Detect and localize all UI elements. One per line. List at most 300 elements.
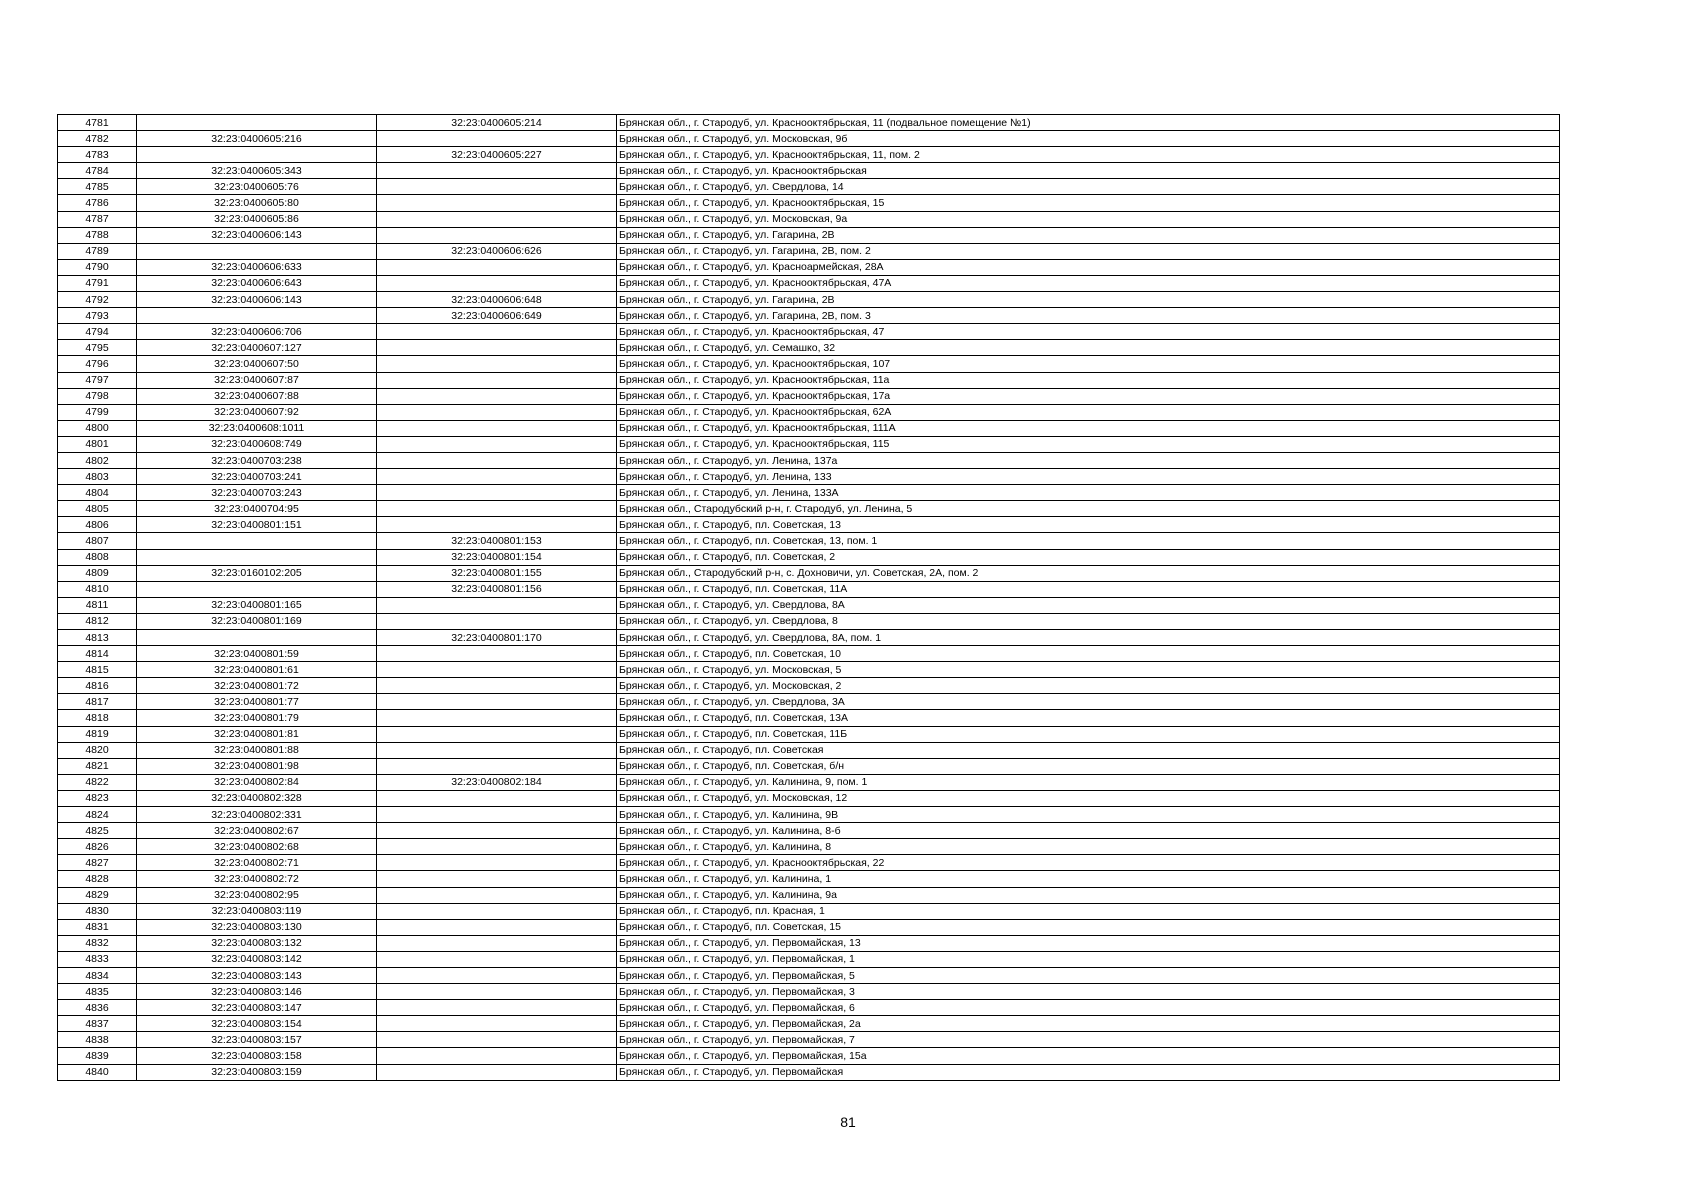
cadastral-number-cell: 32:23:0400803:130 bbox=[137, 919, 377, 935]
cadastral-number-cell: 32:23:0400801:81 bbox=[137, 726, 377, 742]
table-row bbox=[58, 984, 1560, 1000]
table-row bbox=[58, 356, 1560, 372]
address-cell: Брянская обл., г. Стародуб, пл. Советская bbox=[617, 742, 1560, 758]
cadastral-number-cell: 32:23:0400802:72 bbox=[137, 871, 377, 887]
table-row bbox=[58, 823, 1560, 839]
related-cadastral-number-cell bbox=[377, 839, 617, 855]
row-number-cell: 4802 bbox=[58, 452, 137, 468]
address-cell: Брянская обл., г. Стародуб, пл. Советская, 2 bbox=[617, 549, 1560, 565]
related-cadastral-number-cell: 32:23:0400605:227 bbox=[377, 147, 617, 163]
row-number-cell: 4801 bbox=[58, 436, 137, 452]
address-cell: Брянская обл., г. Стародуб, ул. Калинина, 9В bbox=[617, 807, 1560, 823]
cadastral-number-cell: 32:23:0400607:127 bbox=[137, 340, 377, 356]
cadastral-number-cell: 32:23:0400803:146 bbox=[137, 984, 377, 1000]
table-row bbox=[58, 807, 1560, 823]
cadastral-number-cell: 32:23:0400803:132 bbox=[137, 935, 377, 951]
row-number-cell: 4806 bbox=[58, 517, 137, 533]
table-row bbox=[58, 275, 1560, 291]
cadastral-number-cell: 32:23:0400802:328 bbox=[137, 790, 377, 806]
table-row bbox=[58, 662, 1560, 678]
related-cadastral-number-cell bbox=[377, 275, 617, 291]
related-cadastral-number-cell bbox=[377, 388, 617, 404]
cadastral-number-cell: 32:23:0400801:151 bbox=[137, 517, 377, 533]
related-cadastral-number-cell bbox=[377, 646, 617, 662]
row-number-cell: 4822 bbox=[58, 774, 137, 790]
table-row bbox=[58, 179, 1560, 195]
table-row bbox=[58, 630, 1560, 646]
cadastral-number-cell: 32:23:0400606:633 bbox=[137, 259, 377, 275]
related-cadastral-number-cell bbox=[377, 211, 617, 227]
row-number-cell: 4829 bbox=[58, 887, 137, 903]
table-row bbox=[58, 501, 1560, 517]
address-cell: Брянская обл., г. Стародуб, пл. Советская, 10 bbox=[617, 646, 1560, 662]
row-number-cell: 4815 bbox=[58, 662, 137, 678]
row-number-cell: 4838 bbox=[58, 1032, 137, 1048]
cadastral-number-cell: 32:23:0400801:61 bbox=[137, 662, 377, 678]
row-number-cell: 4833 bbox=[58, 951, 137, 967]
row-number-cell: 4821 bbox=[58, 758, 137, 774]
related-cadastral-number-cell bbox=[377, 179, 617, 195]
table-row bbox=[58, 597, 1560, 613]
table-row bbox=[58, 839, 1560, 855]
related-cadastral-number-cell bbox=[377, 678, 617, 694]
address-cell: Брянская обл., г. Стародуб, ул. Ленина, 133 bbox=[617, 469, 1560, 485]
cadastral-number-cell: 32:23:0400802:84 bbox=[137, 774, 377, 790]
table-row bbox=[58, 919, 1560, 935]
address-cell: Брянская обл., г. Стародуб, ул. Московская, 9а bbox=[617, 211, 1560, 227]
related-cadastral-number-cell bbox=[377, 807, 617, 823]
address-cell: Брянская обл., г. Стародуб, ул. Калинина, 9а bbox=[617, 887, 1560, 903]
cadastral-number-cell bbox=[137, 533, 377, 549]
row-number-cell: 4824 bbox=[58, 807, 137, 823]
table-row bbox=[58, 469, 1560, 485]
registry-table-body bbox=[58, 115, 1560, 1081]
cadastral-number-cell bbox=[137, 308, 377, 324]
row-number-cell: 4804 bbox=[58, 485, 137, 501]
address-cell: Брянская обл., г. Стародуб, ул. Свердлова, 8А, пом. 1 bbox=[617, 630, 1560, 646]
address-cell: Брянская обл., г. Стародуб, ул. Краснооктябрьская, 15 bbox=[617, 195, 1560, 211]
address-cell: Брянская обл., г. Стародуб, ул. Калинина, 8-б bbox=[617, 823, 1560, 839]
table-row bbox=[58, 372, 1560, 388]
table-row bbox=[58, 742, 1560, 758]
cadastral-number-cell: 32:23:0160102:205 bbox=[137, 565, 377, 581]
cadastral-number-cell: 32:23:0400801:88 bbox=[137, 742, 377, 758]
related-cadastral-number-cell bbox=[377, 372, 617, 388]
table-row bbox=[58, 1000, 1560, 1016]
row-number-cell: 4828 bbox=[58, 871, 137, 887]
address-cell: Брянская обл., г. Стародуб, ул. Краснооктябрьская, 22 bbox=[617, 855, 1560, 871]
cadastral-number-cell bbox=[137, 549, 377, 565]
row-number-cell: 4830 bbox=[58, 903, 137, 919]
address-cell: Брянская обл., г. Стародуб, пл. Советская, 15 bbox=[617, 919, 1560, 935]
table-row bbox=[58, 243, 1560, 259]
related-cadastral-number-cell bbox=[377, 485, 617, 501]
address-cell: Брянская обл., г. Стародуб, ул. Московская, 2 bbox=[617, 678, 1560, 694]
related-cadastral-number-cell bbox=[377, 919, 617, 935]
address-cell: Брянская обл., г. Стародуб, ул. Свердлова, 3А bbox=[617, 694, 1560, 710]
cadastral-number-cell: 32:23:0400803:158 bbox=[137, 1048, 377, 1064]
address-cell: Брянская обл., г. Стародуб, ул. Первомайская, 15а bbox=[617, 1048, 1560, 1064]
cadastral-number-cell: 32:23:0400606:143 bbox=[137, 227, 377, 243]
address-cell: Брянская обл., г. Стародуб, ул. Краснооктябрьская, 111А bbox=[617, 420, 1560, 436]
related-cadastral-number-cell bbox=[377, 517, 617, 533]
row-number-cell: 4794 bbox=[58, 324, 137, 340]
address-cell: Брянская обл., г. Стародуб, ул. Свердлова, 14 bbox=[617, 179, 1560, 195]
related-cadastral-number-cell bbox=[377, 823, 617, 839]
table-row bbox=[58, 533, 1560, 549]
table-row bbox=[58, 790, 1560, 806]
table-row bbox=[58, 163, 1560, 179]
related-cadastral-number-cell: 32:23:0400801:170 bbox=[377, 630, 617, 646]
related-cadastral-number-cell bbox=[377, 436, 617, 452]
related-cadastral-number-cell bbox=[377, 227, 617, 243]
address-cell: Брянская обл., г. Стародуб, ул. Краснооктябрьская, 107 bbox=[617, 356, 1560, 372]
related-cadastral-number-cell bbox=[377, 1064, 617, 1080]
related-cadastral-number-cell bbox=[377, 420, 617, 436]
table-row bbox=[58, 436, 1560, 452]
row-number-cell: 4813 bbox=[58, 630, 137, 646]
related-cadastral-number-cell bbox=[377, 259, 617, 275]
row-number-cell: 4800 bbox=[58, 420, 137, 436]
cadastral-number-cell: 32:23:0400606:643 bbox=[137, 275, 377, 291]
cadastral-number-cell: 32:23:0400605:80 bbox=[137, 195, 377, 211]
table-row bbox=[58, 1032, 1560, 1048]
cadastral-number-cell: 32:23:0400803:147 bbox=[137, 1000, 377, 1016]
address-cell: Брянская обл., г. Стародуб, ул. Свердлова, 8 bbox=[617, 613, 1560, 629]
address-cell: Брянская обл., г. Стародуб, ул. Первомайская, 3 bbox=[617, 984, 1560, 1000]
address-cell: Брянская обл., г. Стародуб, ул. Краснооктябрьская bbox=[617, 163, 1560, 179]
cadastral-number-cell: 32:23:0400803:159 bbox=[137, 1064, 377, 1080]
table-row bbox=[58, 613, 1560, 629]
table-row bbox=[58, 549, 1560, 565]
row-number-cell: 4790 bbox=[58, 259, 137, 275]
row-number-cell: 4791 bbox=[58, 275, 137, 291]
related-cadastral-number-cell: 32:23:0400802:184 bbox=[377, 774, 617, 790]
related-cadastral-number-cell: 32:23:0400801:156 bbox=[377, 581, 617, 597]
cadastral-number-cell: 32:23:0400608:1011 bbox=[137, 420, 377, 436]
cadastral-number-cell bbox=[137, 581, 377, 597]
address-cell: Брянская обл., г. Стародуб, ул. Семашко, 32 bbox=[617, 340, 1560, 356]
table-row bbox=[58, 115, 1560, 131]
table-row bbox=[58, 903, 1560, 919]
row-number-cell: 4782 bbox=[58, 131, 137, 147]
row-number-cell: 4814 bbox=[58, 646, 137, 662]
row-number-cell: 4817 bbox=[58, 694, 137, 710]
row-number-cell: 4796 bbox=[58, 356, 137, 372]
address-cell: Брянская обл., г. Стародуб, ул. Московская, 9б bbox=[617, 131, 1560, 147]
row-number-cell: 4807 bbox=[58, 533, 137, 549]
related-cadastral-number-cell bbox=[377, 1000, 617, 1016]
row-number-cell: 4789 bbox=[58, 243, 137, 259]
cadastral-number-cell: 32:23:0400605:86 bbox=[137, 211, 377, 227]
related-cadastral-number-cell bbox=[377, 597, 617, 613]
address-cell: Брянская обл., г. Стародуб, ул. Краснооктябрьская, 11 (подвальное помещение №1) bbox=[617, 115, 1560, 131]
related-cadastral-number-cell bbox=[377, 163, 617, 179]
row-number-cell: 4788 bbox=[58, 227, 137, 243]
row-number-cell: 4793 bbox=[58, 308, 137, 324]
related-cadastral-number-cell: 32:23:0400801:153 bbox=[377, 533, 617, 549]
table-row bbox=[58, 195, 1560, 211]
related-cadastral-number-cell bbox=[377, 324, 617, 340]
table-row bbox=[58, 565, 1560, 581]
cadastral-number-cell: 32:23:0400803:157 bbox=[137, 1032, 377, 1048]
table-row bbox=[58, 324, 1560, 340]
address-cell: Брянская обл., г. Стародуб, ул. Краснооктябрьская, 11а bbox=[617, 372, 1560, 388]
address-cell: Брянская обл., г. Стародуб, ул. Гагарина, 2В bbox=[617, 227, 1560, 243]
related-cadastral-number-cell bbox=[377, 967, 617, 983]
table-row bbox=[58, 758, 1560, 774]
row-number-cell: 4786 bbox=[58, 195, 137, 211]
table-row bbox=[58, 774, 1560, 790]
row-number-cell: 4836 bbox=[58, 1000, 137, 1016]
cadastral-number-cell: 32:23:0400605:343 bbox=[137, 163, 377, 179]
table-row bbox=[58, 694, 1560, 710]
related-cadastral-number-cell: 32:23:0400606:649 bbox=[377, 308, 617, 324]
cadastral-number-cell bbox=[137, 630, 377, 646]
row-number-cell: 4787 bbox=[58, 211, 137, 227]
address-cell: Брянская обл., г. Стародуб, ул. Первомайская, 1 bbox=[617, 951, 1560, 967]
related-cadastral-number-cell bbox=[377, 758, 617, 774]
related-cadastral-number-cell bbox=[377, 501, 617, 517]
address-cell: Брянская обл., г. Стародуб, ул. Краснооктябрьская, 11, пом. 2 bbox=[617, 147, 1560, 163]
table-row bbox=[58, 404, 1560, 420]
cadastral-number-cell: 32:23:0400803:142 bbox=[137, 951, 377, 967]
table-row bbox=[58, 871, 1560, 887]
row-number-cell: 4832 bbox=[58, 935, 137, 951]
row-number-cell: 4820 bbox=[58, 742, 137, 758]
row-number-cell: 4827 bbox=[58, 855, 137, 871]
address-cell: Брянская обл., г. Стародуб, ул. Гагарина, 2В bbox=[617, 292, 1560, 308]
related-cadastral-number-cell bbox=[377, 935, 617, 951]
address-cell: Брянская обл., г. Стародуб, ул. Первомайская bbox=[617, 1064, 1560, 1080]
row-number-cell: 4799 bbox=[58, 404, 137, 420]
cadastral-number-cell: 32:23:0400802:331 bbox=[137, 807, 377, 823]
related-cadastral-number-cell: 32:23:0400801:154 bbox=[377, 549, 617, 565]
related-cadastral-number-cell bbox=[377, 710, 617, 726]
related-cadastral-number-cell bbox=[377, 662, 617, 678]
table-row bbox=[58, 581, 1560, 597]
table-row bbox=[58, 452, 1560, 468]
related-cadastral-number-cell bbox=[377, 951, 617, 967]
address-cell: Брянская обл., г. Стародуб, ул. Калинина, 9, пом. 1 bbox=[617, 774, 1560, 790]
related-cadastral-number-cell bbox=[377, 469, 617, 485]
address-cell: Брянская обл., г. Стародуб, ул. Ленина, 133А bbox=[617, 485, 1560, 501]
cadastral-number-cell: 32:23:0400608:749 bbox=[137, 436, 377, 452]
table-row bbox=[58, 211, 1560, 227]
address-cell: Брянская обл., г. Стародуб, ул. Гагарина, 2В, пом. 2 bbox=[617, 243, 1560, 259]
table-row bbox=[58, 646, 1560, 662]
table-row bbox=[58, 517, 1560, 533]
row-number-cell: 4818 bbox=[58, 710, 137, 726]
address-cell: Брянская обл., г. Стародуб, пл. Советская, б/н bbox=[617, 758, 1560, 774]
address-cell: Брянская обл., г. Стародуб, ул. Первомайская, 2а bbox=[617, 1016, 1560, 1032]
table-row bbox=[58, 292, 1560, 308]
row-number-cell: 4816 bbox=[58, 678, 137, 694]
address-cell: Брянская обл., г. Стародуб, ул. Калинина, 1 bbox=[617, 871, 1560, 887]
related-cadastral-number-cell bbox=[377, 613, 617, 629]
related-cadastral-number-cell: 32:23:0400801:155 bbox=[377, 565, 617, 581]
row-number-cell: 4825 bbox=[58, 823, 137, 839]
address-cell: Брянская обл., г. Стародуб, ул. Первомайская, 5 bbox=[617, 967, 1560, 983]
address-cell: Брянская обл., г. Стародуб, ул. Свердлова, 8А bbox=[617, 597, 1560, 613]
related-cadastral-number-cell bbox=[377, 1016, 617, 1032]
related-cadastral-number-cell bbox=[377, 131, 617, 147]
cadastral-number-cell: 32:23:0400801:79 bbox=[137, 710, 377, 726]
cadastral-number-cell: 32:23:0400606:143 bbox=[137, 292, 377, 308]
address-cell: Брянская обл., г. Стародуб, ул. Красноармейская, 28А bbox=[617, 259, 1560, 275]
related-cadastral-number-cell bbox=[377, 726, 617, 742]
cadastral-number-cell: 32:23:0400607:50 bbox=[137, 356, 377, 372]
related-cadastral-number-cell bbox=[377, 871, 617, 887]
row-number-cell: 4808 bbox=[58, 549, 137, 565]
address-cell: Брянская обл., г. Стародуб, ул. Гагарина, 2В, пом. 3 bbox=[617, 308, 1560, 324]
address-cell: Брянская обл., г. Стародуб, ул. Московская, 5 bbox=[617, 662, 1560, 678]
address-cell: Брянская обл., г. Стародуб, ул. Краснооктябрьская, 17а bbox=[617, 388, 1560, 404]
cadastral-number-cell: 32:23:0400607:92 bbox=[137, 404, 377, 420]
row-number-cell: 4837 bbox=[58, 1016, 137, 1032]
row-number-cell: 4792 bbox=[58, 292, 137, 308]
row-number-cell: 4834 bbox=[58, 967, 137, 983]
row-number-cell: 4831 bbox=[58, 919, 137, 935]
row-number-cell: 4798 bbox=[58, 388, 137, 404]
address-cell: Брянская обл., г. Стародуб, ул. Краснооктябрьская, 47А bbox=[617, 275, 1560, 291]
table-row bbox=[58, 726, 1560, 742]
cadastral-number-cell bbox=[137, 147, 377, 163]
address-cell: Брянская обл., г. Стародуб, ул. Первомайская, 6 bbox=[617, 1000, 1560, 1016]
address-cell: Брянская обл., г. Стародуб, ул. Краснооктябрьская, 62А bbox=[617, 404, 1560, 420]
cadastral-number-cell: 32:23:0400703:241 bbox=[137, 469, 377, 485]
related-cadastral-number-cell: 32:23:0400606:648 bbox=[377, 292, 617, 308]
address-cell: Брянская обл., г. Стародуб, пл. Советская, 13, пом. 1 bbox=[617, 533, 1560, 549]
related-cadastral-number-cell bbox=[377, 984, 617, 1000]
row-number-cell: 4803 bbox=[58, 469, 137, 485]
address-cell: Брянская обл., г. Стародуб, ул. Первомайская, 13 bbox=[617, 935, 1560, 951]
cadastral-number-cell: 32:23:0400606:706 bbox=[137, 324, 377, 340]
row-number-cell: 4835 bbox=[58, 984, 137, 1000]
cadastral-number-cell: 32:23:0400801:72 bbox=[137, 678, 377, 694]
related-cadastral-number-cell bbox=[377, 452, 617, 468]
cadastral-number-cell: 32:23:0400802:68 bbox=[137, 839, 377, 855]
cadastral-number-cell: 32:23:0400803:143 bbox=[137, 967, 377, 983]
row-number-cell: 4781 bbox=[58, 115, 137, 131]
related-cadastral-number-cell bbox=[377, 195, 617, 211]
cadastral-number-cell: 32:23:0400605:216 bbox=[137, 131, 377, 147]
related-cadastral-number-cell bbox=[377, 404, 617, 420]
table-row bbox=[58, 678, 1560, 694]
page-number: 81 bbox=[840, 1114, 856, 1130]
table-row bbox=[58, 887, 1560, 903]
cadastral-number-cell: 32:23:0400703:238 bbox=[137, 452, 377, 468]
address-cell: Брянская обл., г. Стародуб, пл. Советская, 11Б bbox=[617, 726, 1560, 742]
related-cadastral-number-cell bbox=[377, 887, 617, 903]
row-number-cell: 4797 bbox=[58, 372, 137, 388]
related-cadastral-number-cell bbox=[377, 1048, 617, 1064]
cadastral-number-cell: 32:23:0400802:67 bbox=[137, 823, 377, 839]
cadastral-number-cell bbox=[137, 115, 377, 131]
row-number-cell: 4812 bbox=[58, 613, 137, 629]
table-row bbox=[58, 935, 1560, 951]
row-number-cell: 4839 bbox=[58, 1048, 137, 1064]
table-row bbox=[58, 308, 1560, 324]
address-cell: Брянская обл., г. Стародуб, ул. Первомайская, 7 bbox=[617, 1032, 1560, 1048]
address-cell: Брянская обл., г. Стародуб, пл. Советская, 11А bbox=[617, 581, 1560, 597]
table-row bbox=[58, 340, 1560, 356]
row-number-cell: 4805 bbox=[58, 501, 137, 517]
cadastral-number-cell: 32:23:0400801:59 bbox=[137, 646, 377, 662]
row-number-cell: 4811 bbox=[58, 597, 137, 613]
table-row bbox=[58, 710, 1560, 726]
table-row bbox=[58, 1048, 1560, 1064]
address-cell: Брянская обл., г. Стародуб, ул. Калинина, 8 bbox=[617, 839, 1560, 855]
row-number-cell: 4819 bbox=[58, 726, 137, 742]
property-registry-table bbox=[57, 114, 1560, 1081]
row-number-cell: 4795 bbox=[58, 340, 137, 356]
cadastral-number-cell bbox=[137, 243, 377, 259]
cadastral-number-cell: 32:23:0400607:88 bbox=[137, 388, 377, 404]
table-row bbox=[58, 259, 1560, 275]
cadastral-number-cell: 32:23:0400801:77 bbox=[137, 694, 377, 710]
table-row bbox=[58, 147, 1560, 163]
table-row bbox=[58, 1016, 1560, 1032]
address-cell: Брянская обл., Стародубский р-н, с. Дохновичи, ул. Советская, 2А, пом. 2 bbox=[617, 565, 1560, 581]
related-cadastral-number-cell bbox=[377, 1032, 617, 1048]
cadastral-number-cell: 32:23:0400803:119 bbox=[137, 903, 377, 919]
row-number-cell: 4823 bbox=[58, 790, 137, 806]
row-number-cell: 4826 bbox=[58, 839, 137, 855]
address-cell: Брянская обл., г. Стародуб, ул. Краснооктябрьская, 115 bbox=[617, 436, 1560, 452]
cadastral-number-cell: 32:23:0400801:165 bbox=[137, 597, 377, 613]
cadastral-number-cell: 32:23:0400801:169 bbox=[137, 613, 377, 629]
row-number-cell: 4785 bbox=[58, 179, 137, 195]
table-row bbox=[58, 420, 1560, 436]
address-cell: Брянская обл., г. Стародуб, пл. Советская, 13 bbox=[617, 517, 1560, 533]
related-cadastral-number-cell bbox=[377, 790, 617, 806]
related-cadastral-number-cell bbox=[377, 694, 617, 710]
row-number-cell: 4783 bbox=[58, 147, 137, 163]
table-row bbox=[58, 855, 1560, 871]
row-number-cell: 4840 bbox=[58, 1064, 137, 1080]
row-number-cell: 4784 bbox=[58, 163, 137, 179]
cadastral-number-cell: 32:23:0400801:98 bbox=[137, 758, 377, 774]
address-cell: Брянская обл., г. Стародуб, ул. Ленина, 137а bbox=[617, 452, 1560, 468]
table-row bbox=[58, 1064, 1560, 1080]
cadastral-number-cell: 32:23:0400607:87 bbox=[137, 372, 377, 388]
related-cadastral-number-cell: 32:23:0400605:214 bbox=[377, 115, 617, 131]
table-row bbox=[58, 951, 1560, 967]
related-cadastral-number-cell bbox=[377, 742, 617, 758]
table-row bbox=[58, 388, 1560, 404]
related-cadastral-number-cell bbox=[377, 855, 617, 871]
cadastral-number-cell: 32:23:0400802:71 bbox=[137, 855, 377, 871]
table-row bbox=[58, 967, 1560, 983]
related-cadastral-number-cell bbox=[377, 340, 617, 356]
cadastral-number-cell: 32:23:0400802:95 bbox=[137, 887, 377, 903]
row-number-cell: 4809 bbox=[58, 565, 137, 581]
cadastral-number-cell: 32:23:0400703:243 bbox=[137, 485, 377, 501]
related-cadastral-number-cell: 32:23:0400606:626 bbox=[377, 243, 617, 259]
address-cell: Брянская обл., г. Стародуб, ул. Московская, 12 bbox=[617, 790, 1560, 806]
table-row bbox=[58, 131, 1560, 147]
cadastral-number-cell: 32:23:0400803:154 bbox=[137, 1016, 377, 1032]
cadastral-number-cell: 32:23:0400704:95 bbox=[137, 501, 377, 517]
related-cadastral-number-cell bbox=[377, 903, 617, 919]
related-cadastral-number-cell bbox=[377, 356, 617, 372]
address-cell: Брянская обл., Стародубский р-н, г. Стародуб, ул. Ленина, 5 bbox=[617, 501, 1560, 517]
table-row bbox=[58, 485, 1560, 501]
table-row bbox=[58, 227, 1560, 243]
address-cell: Брянская обл., г. Стародуб, пл. Советская, 13А bbox=[617, 710, 1560, 726]
address-cell: Брянская обл., г. Стародуб, пл. Красная, 1 bbox=[617, 903, 1560, 919]
